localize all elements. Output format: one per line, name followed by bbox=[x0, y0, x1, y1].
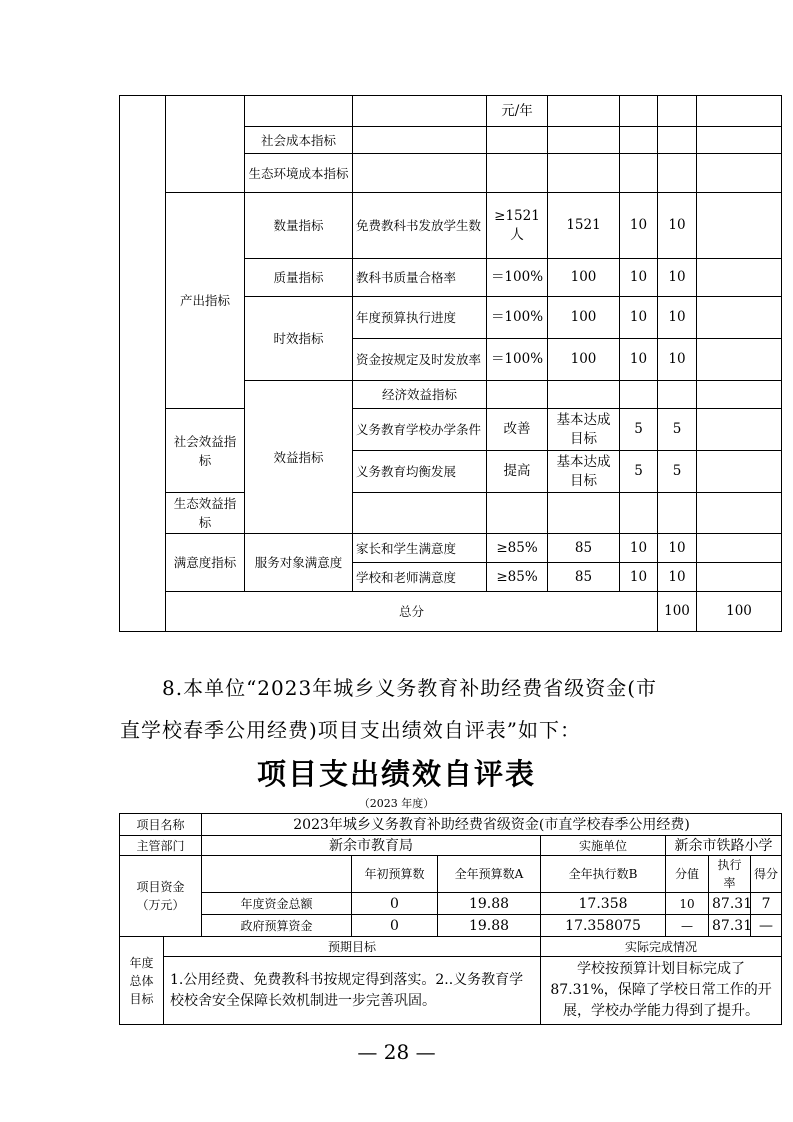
impl-value: 新余市铁路小学 bbox=[666, 836, 782, 856]
target-value: ＝100% bbox=[487, 339, 548, 381]
row-label: 政府预算资金 bbox=[202, 915, 352, 937]
score-value: — bbox=[666, 915, 709, 937]
target-value: 提高 bbox=[487, 451, 548, 493]
indicator-item: 家长和学生满意度 bbox=[353, 534, 487, 563]
got-value: 5 bbox=[658, 409, 697, 451]
got-value: 10 bbox=[658, 259, 697, 297]
indicator-label: 生态环境成本指标 bbox=[245, 154, 353, 193]
target-value: ≥85% bbox=[487, 563, 548, 592]
indicator-item: 学校和老师满意度 bbox=[353, 563, 487, 592]
actual-value: 100 bbox=[548, 297, 620, 339]
score-value: 10 bbox=[620, 259, 658, 297]
total-got-value: 100 bbox=[697, 592, 782, 632]
expected-goal-header: 预期目标 bbox=[164, 937, 541, 957]
got-value: 10 bbox=[658, 339, 697, 381]
got-value: 10 bbox=[658, 534, 697, 563]
target-value: ＝100% bbox=[487, 297, 548, 339]
col-header-initial: 年初预算数 bbox=[352, 856, 438, 893]
actual-completion-text: 学校按预算计划目标完成了87.31%，保障了学校日常工作的开展，学校办学能力得到了提升。 bbox=[541, 957, 782, 1025]
col-header-rate: 执行率 bbox=[709, 856, 751, 893]
col-header-score: 分值 bbox=[666, 856, 709, 893]
score-value: 10 bbox=[620, 339, 658, 381]
target-value: 改善 bbox=[487, 409, 548, 451]
row-label: 年度资金总额 bbox=[202, 893, 352, 915]
benefit-indicator-label: 效益指标 bbox=[245, 381, 353, 534]
impl-label: 实施单位 bbox=[541, 836, 666, 856]
social-benefit-label: 社会效益指标 bbox=[166, 409, 245, 493]
indicator-label: 生态效益指标 bbox=[166, 493, 245, 534]
col-header-got: 得分 bbox=[751, 856, 782, 893]
cost-indicator-cell bbox=[166, 96, 245, 193]
full-year-budget: 19.88 bbox=[438, 893, 541, 915]
initial-budget: 0 bbox=[352, 915, 438, 937]
funds-label bbox=[120, 856, 202, 937]
score-value: 10 bbox=[620, 563, 658, 592]
actual-completion-header: 实际完成情况 bbox=[541, 937, 782, 957]
project-name-value: 2023年城乡义务教育补助经费省级资金(市直学校春季公用经费) bbox=[202, 814, 782, 836]
page-title: 项目支出绩效自评表 bbox=[256, 757, 536, 791]
indicator-item: 义务教育均衡发展 bbox=[353, 451, 487, 493]
got-value: 5 bbox=[658, 451, 697, 493]
actual-value: 1521 bbox=[548, 193, 620, 259]
target-value: ＝100% bbox=[487, 259, 548, 297]
indicator-item: 资金按规定及时发放率 bbox=[353, 339, 487, 381]
goal-label-line1: 年度 bbox=[129, 955, 154, 970]
exec-rate: 87.31 bbox=[709, 893, 751, 915]
got-value: 7 bbox=[751, 893, 782, 915]
goal-label-line2: 总体 bbox=[129, 973, 154, 988]
performance-indicator-table-continued bbox=[119, 95, 782, 632]
quantity-indicator-label: 数量指标 bbox=[245, 193, 353, 259]
target-value: ≥85% bbox=[487, 534, 548, 563]
indicator-item: 教科书质量合格率 bbox=[353, 259, 487, 297]
expected-goal-text: 1.公用经费、免费教科书按规定得到落实。2..义务教育学校校舍安全保障长效机制进一步完善巩固。 bbox=[164, 957, 541, 1025]
satisfaction-indicator-label: 满意度指标 bbox=[166, 534, 245, 592]
intro-paragraph-line2: 直学校春季公用经费)项目支出绩效自评表”如下： bbox=[120, 718, 582, 742]
score-value: 10 bbox=[620, 193, 658, 259]
timeliness-indicator-label: 时效指标 bbox=[245, 297, 353, 381]
got-value: — bbox=[751, 915, 782, 937]
full-year-exec: 17.358 bbox=[541, 893, 666, 915]
service-satisfaction-label: 服务对象满意度 bbox=[245, 534, 353, 592]
funds-label-line1: 项目资金 bbox=[136, 880, 185, 894]
actual-value: 基本达成目标 bbox=[548, 451, 620, 493]
indicator-label: 社会成本指标 bbox=[245, 127, 353, 154]
col-header-full: 全年预算数A bbox=[438, 856, 541, 893]
full-year-budget: 19.88 bbox=[438, 915, 541, 937]
got-value: 10 bbox=[658, 193, 697, 259]
output-indicator-label: 产出指标 bbox=[166, 193, 245, 409]
score-value: 10 bbox=[620, 297, 658, 339]
self-evaluation-table bbox=[119, 813, 782, 1025]
first-level-column bbox=[120, 96, 166, 632]
year-note: （2023 年度） bbox=[358, 797, 435, 810]
quality-indicator-label: 质量指标 bbox=[245, 259, 353, 297]
score-value: 10 bbox=[620, 534, 658, 563]
initial-budget: 0 bbox=[352, 893, 438, 915]
intro-paragraph-line1: 8.本单位“2023年城乡义务教育补助经费省级资金(市 bbox=[162, 676, 658, 700]
exec-rate: 87.31 bbox=[709, 915, 751, 937]
dept-label: 主管部门 bbox=[120, 836, 202, 856]
total-score-label: 总分 bbox=[166, 592, 658, 632]
actual-value: 基本达成目标 bbox=[548, 409, 620, 451]
score-value: 5 bbox=[620, 409, 658, 451]
indicator-item: 免费教科书发放学生数 bbox=[353, 193, 487, 259]
score-value: 10 bbox=[666, 893, 709, 915]
goal-label-line3: 目标 bbox=[129, 991, 154, 1006]
full-year-exec: 17.358075 bbox=[541, 915, 666, 937]
total-score-value: 100 bbox=[658, 592, 697, 632]
actual-value: 85 bbox=[548, 534, 620, 563]
indicator-label: 经济效益指标 bbox=[353, 381, 487, 409]
col-header-exec: 全年执行数B bbox=[541, 856, 666, 893]
actual-value: 100 bbox=[548, 339, 620, 381]
indicator-item: 义务教育学校办学条件 bbox=[353, 409, 487, 451]
indicator-item: 年度预算执行进度 bbox=[353, 297, 487, 339]
target-cell: 元/年 bbox=[487, 96, 548, 127]
dept-value: 新余市教育局 bbox=[202, 836, 541, 856]
funds-label-line2: （万元） bbox=[136, 898, 185, 912]
project-name-label: 项目名称 bbox=[120, 814, 202, 836]
score-value: 5 bbox=[620, 451, 658, 493]
annual-goal-label bbox=[120, 937, 164, 1025]
got-value: 10 bbox=[658, 563, 697, 592]
got-value: 10 bbox=[658, 297, 697, 339]
target-value: ≥1521人 bbox=[487, 193, 548, 259]
actual-value: 100 bbox=[548, 259, 620, 297]
actual-value: 85 bbox=[548, 563, 620, 592]
page-number: — 28 — bbox=[357, 1040, 436, 1064]
